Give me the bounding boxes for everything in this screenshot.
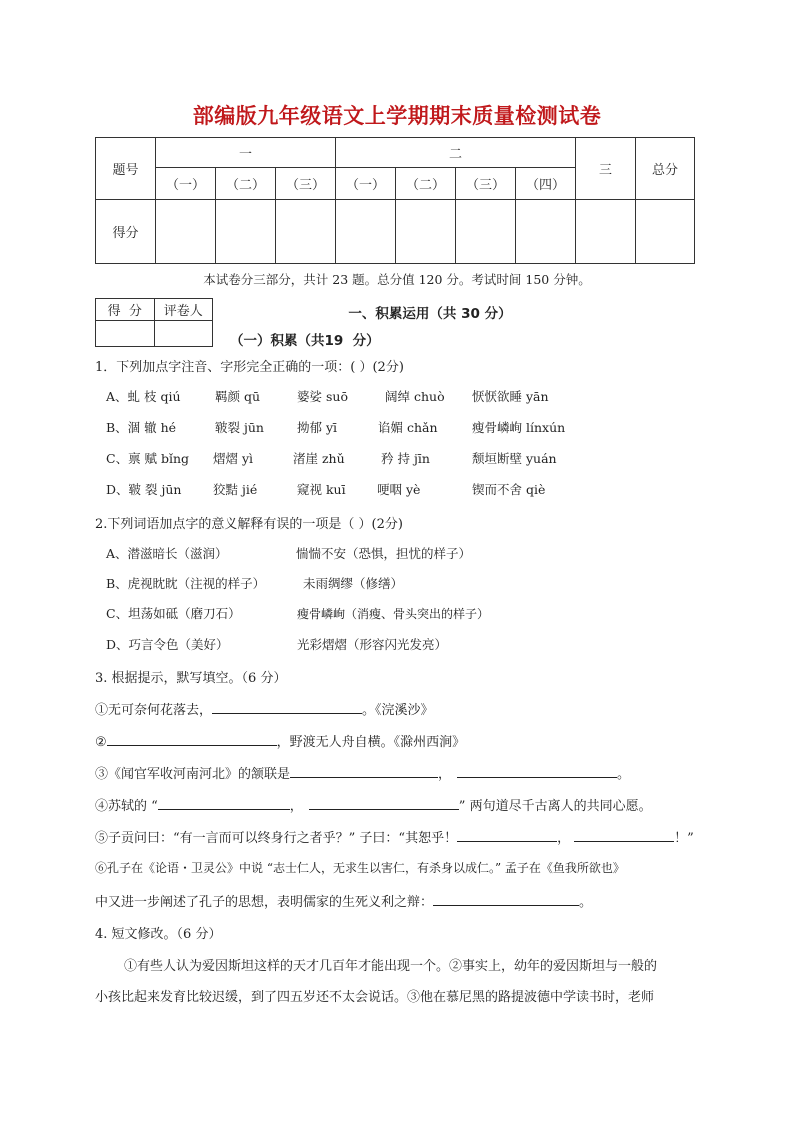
fill-blank[interactable] — [107, 731, 277, 746]
fill-blank[interactable] — [457, 827, 557, 842]
q1-option-a-3: 婆娑 suō — [297, 389, 348, 404]
score-cell[interactable] — [396, 200, 456, 264]
q1-option-c-3: 渚崖 zhǔ — [293, 451, 345, 466]
q3-line-1 — [95, 699, 434, 718]
q3-line-1-suffix: 。《浣溪沙》 — [362, 703, 434, 718]
score-table — [95, 137, 695, 264]
exam-note: 本试卷分三部分，共计 23 题。总分值 120 分。考试时间 150 分钟。 — [203, 272, 591, 287]
section-heading: 一、积累运用（共 30 分） — [348, 306, 512, 322]
score-cell[interactable] — [156, 200, 216, 264]
q3-line-2-suffix: ，野渡无人舟自横。《滁州西涧》 — [276, 735, 466, 750]
q3-line-4 — [95, 795, 652, 814]
q3-line-3-mid: ， — [438, 767, 452, 782]
q1-option-c-4: 矜 持 jīn — [381, 451, 430, 466]
question-1-stem: 1．下列加点字注音、字形完全正确的一项：( ）(2分) — [95, 360, 404, 375]
q1-option-a-5: 恹恹欲睡 yān — [472, 389, 549, 404]
q3-line-1-prefix: ①无可奈何花落去， — [95, 703, 213, 718]
q2-option-c-2: 瘦骨嶙峋（消瘦、骨头突出的样子） — [297, 607, 490, 621]
grader-name-label: 评卷人 — [154, 299, 213, 321]
q2-option-d-1: D、巧言令色（美好） — [106, 637, 229, 652]
q3-line-4-mid: ， — [289, 799, 303, 814]
part2-header: 二 — [336, 138, 576, 168]
score-cell[interactable] — [336, 200, 396, 264]
q1-option-b-3: 拗郁 yī — [297, 420, 338, 435]
q3-line-2-prefix: ② — [95, 735, 107, 750]
q3-line-7 — [95, 891, 592, 910]
grader-score-cell[interactable] — [96, 321, 155, 347]
q1-option-d-4: 哽咽 yè — [377, 482, 421, 497]
part1-header: 一 — [156, 138, 336, 168]
sub-section-heading: （一）积累（共19 分） — [230, 333, 380, 349]
grader-name-cell[interactable] — [154, 321, 213, 347]
part1-sub-2: （二） — [216, 168, 276, 200]
fill-blank[interactable] — [433, 891, 579, 906]
q3-line-3-suffix: 。 — [617, 767, 631, 782]
total-header: 总分 — [636, 138, 695, 200]
part2-sub-3: （三） — [456, 168, 516, 200]
fill-blank[interactable] — [309, 795, 459, 810]
q1-option-b-5: 瘦骨嶙峋 línxún — [472, 420, 566, 435]
q1-option-c-1: C、禀 赋 bǐng — [106, 451, 190, 466]
part2-sub-1: （一） — [336, 168, 396, 200]
q2-option-d-2: 光彩熠熠（形容闪光发亮） — [297, 637, 448, 652]
score-cell[interactable] — [516, 200, 576, 264]
grader-table — [95, 298, 213, 347]
q3-line-3-prefix: ③《闻官军收河南河北》的颔联是 — [95, 767, 291, 782]
part1-sub-1: （一） — [156, 168, 216, 200]
q1-option-d-2: 狡黠 jié — [213, 482, 258, 497]
question-4-stem: 4. 短文修改。（6 分） — [95, 927, 222, 942]
fill-blank[interactable] — [290, 763, 438, 778]
q3-line-4-prefix: ④苏轼的 “ — [95, 799, 158, 814]
q1-option-c-2: 熠熠 yì — [213, 451, 254, 466]
q3-line-4-suffix: ” 两句道尽千古离人的共同心愿。 — [458, 799, 652, 814]
part2-sub-4: （四） — [516, 168, 576, 200]
score-cell[interactable] — [636, 200, 695, 264]
q1-option-c-5: 颓垣断壁 yuán — [472, 451, 557, 466]
score-cell[interactable] — [576, 200, 636, 264]
q1-option-b-1: B、涸 辙 hé — [106, 420, 177, 435]
fill-blank[interactable] — [457, 763, 617, 778]
q1-option-a-4: 阔绰 chuò — [385, 389, 445, 404]
score-cell[interactable] — [456, 200, 516, 264]
q4-passage-line-1: ①有些人认为爱因斯坦这样的天才几百年才能出现一个。②事实上，幼年的爱因斯坦与一般的 — [124, 959, 658, 974]
q3-line-7-suffix: 。 — [579, 895, 593, 910]
q2-option-a-2: 惴惴不安（恐惧，担忧的样子） — [296, 546, 472, 561]
q3-line-5-prefix: ⑤子贡问曰：“有一言而可以终身行之者乎？” 子曰：“其恕乎！ — [95, 831, 458, 846]
q2-option-c-1: C、坦荡如砥（磨刀石） — [106, 606, 241, 621]
q1-option-d-5: 锲而不舍 qiè — [472, 482, 546, 497]
question-3-stem: 3. 根据提示，默写填空。（6 分） — [95, 671, 287, 686]
fill-blank[interactable] — [158, 795, 290, 810]
q1-option-d-3: 窥视 kuī — [297, 482, 346, 497]
exam-title: 部编版九年级语文上学期期末质量检测试卷 — [192, 104, 602, 128]
question-2-stem: 2.下列词语加点字的意义解释有误的一项是（ ）(2分) — [95, 517, 403, 532]
q4-passage-line-2: 小孩比起来发育比较迟缓，到了四五岁还不太会说话。③他在慕尼黑的路提波德中学读书时，老师 — [95, 990, 655, 1005]
score-cell[interactable] — [216, 200, 276, 264]
q2-option-a-1: A、潜滋暗长（滋润） — [106, 546, 228, 561]
part3-header: 三 — [576, 138, 636, 200]
q3-line-5-suffix: ！” — [674, 831, 694, 846]
grader-score-label: 得 分 — [96, 299, 155, 321]
score-cell[interactable] — [276, 200, 336, 264]
q1-option-b-4: 谄媚 chǎn — [378, 420, 438, 435]
q1-option-b-2: 皲裂 jūn — [215, 420, 264, 435]
row-label-question: 题号 — [96, 138, 156, 200]
fill-blank[interactable] — [574, 827, 674, 842]
q2-option-b-2: 未雨绸缪（修缮） — [303, 576, 404, 591]
q1-option-d-1: D、皲 裂 jūn — [106, 482, 182, 497]
q1-option-a-1: A、虬 枝 qiú — [106, 389, 181, 404]
part1-sub-3: （三） — [276, 168, 336, 200]
part2-sub-2: （二） — [396, 168, 456, 200]
q3-line-7-prefix: 中又进一步阐述了孔子的思想，表明儒家的生死义利之辩： — [95, 895, 434, 910]
q3-line-3 — [95, 763, 630, 782]
q3-line-5-mid: ， — [557, 831, 571, 846]
fill-blank[interactable] — [212, 699, 362, 714]
q2-option-b-1: B、虎视眈眈（注视的样子） — [106, 576, 266, 591]
q3-line-5 — [95, 827, 694, 846]
q3-line-2 — [95, 731, 465, 750]
q3-line-6: ⑥孔子在《论语・卫灵公》中说 “志士仁人，无求生以害仁，有杀身以成仁。” 孟子在《鱼我所欲也》 — [95, 861, 625, 875]
q1-option-a-2: 羁颜 qū — [215, 389, 261, 404]
row-label-score: 得分 — [96, 200, 156, 264]
